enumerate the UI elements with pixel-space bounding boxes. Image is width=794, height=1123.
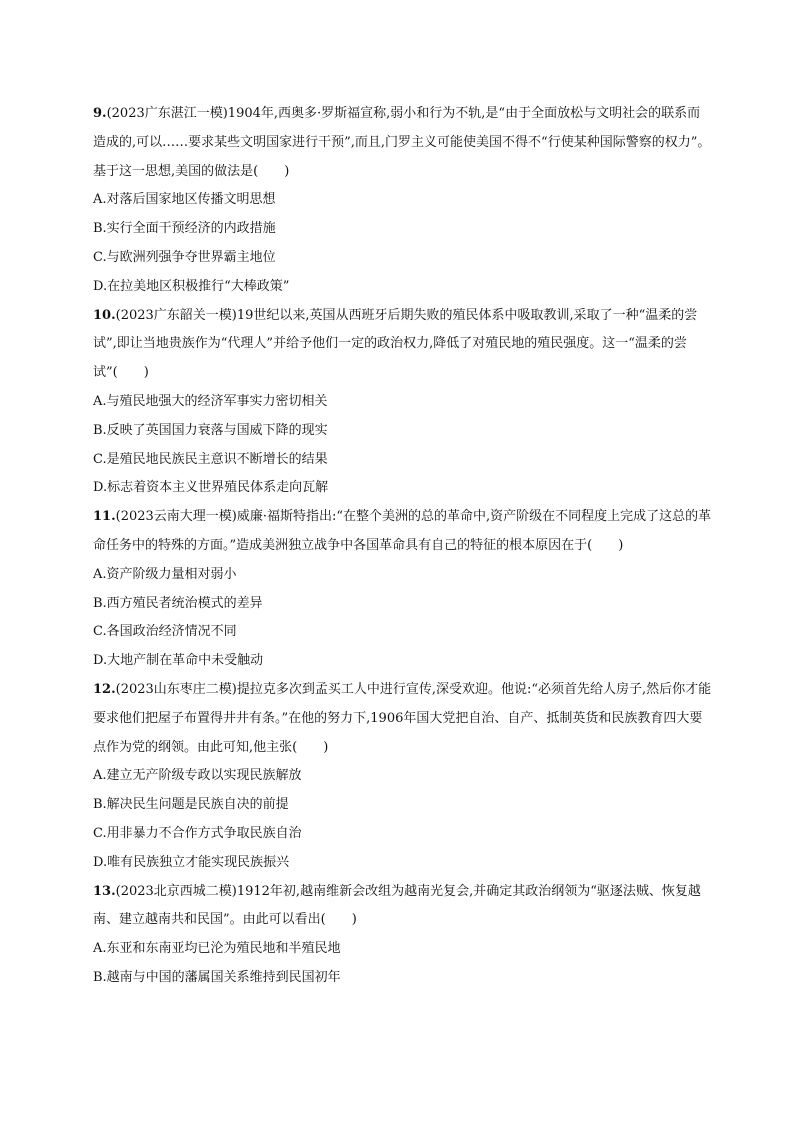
option-d: D.唯有民族独立才能实现民族振兴 — [93, 854, 290, 870]
option-a: A.东亚和东南亚均已沦为殖民地和半殖民地 — [93, 941, 341, 957]
option-b: B.西方殖民者统治模式的差异 — [93, 595, 263, 611]
option-a: A.对落后国家地区传播文明思想 — [93, 192, 276, 208]
question-13 — [93, 878, 713, 993]
question-10 — [93, 302, 713, 504]
option-c: C.是殖民地民族民主意识不断增长的结果 — [93, 451, 328, 467]
option-b: B.实行全面干预经济的内政措施 — [93, 221, 276, 237]
option-c: C.用非暴力不合作方式争取民族自治 — [93, 825, 302, 841]
question-stem: 11.(2023云南大理一模)威廉·福斯特指出:“在整个美洲的总的革命中,资产阶级在不同程度上完成了这总的革命任务中的特殊的方面。”造成美洲独立战争中各国革命具有自己的特征的根本原因在于( ) — [93, 509, 712, 553]
option-c: C.各国政治经济情况不同 — [93, 624, 237, 640]
question-number: 11. — [93, 509, 116, 525]
question-number: 13. — [93, 883, 116, 899]
option-a: A.建立无产阶级专政以实现民族解放 — [93, 768, 302, 784]
option-b: B.越南与中国的藩属国关系维持到民国初年 — [93, 969, 341, 985]
question-9 — [93, 100, 713, 302]
option-b: B.解决民生问题是民族自决的前提 — [93, 797, 289, 813]
option-d: D.标志着资本主义世界殖民体系走向瓦解 — [93, 480, 329, 496]
question-number: 12. — [93, 681, 116, 697]
question-11 — [93, 503, 713, 676]
option-a: A.与殖民地强大的经济军事实力密切相关 — [93, 393, 328, 409]
question-stem: 12.(2023山东枣庄二模)提拉克多次到孟买工人中进行宣传,深受欢迎。他说:“必须首先给人房子,然后你才能要求他们把屋子布置得井井有条。”在他的努力下,1906年国大党把自治、自产、抵制英货和民族教育四大要点作为党的纲领。由此可知,他主张( ) — [93, 681, 712, 755]
option-b: B.反映了英国国力衰落与国威下降的现实 — [93, 422, 328, 438]
option-c: C.与欧洲列强争夺世界霸主地位 — [93, 249, 276, 265]
option-a: A.资产阶级力量相对弱小 — [93, 566, 237, 582]
question-stem: 13.(2023北京西城二模)1912年初,越南维新会改组为越南光复会,并确定其政治纲领为“驱逐法贼、恢复越南、建立越南共和民国”。由此可以看出( ) — [93, 883, 701, 928]
option-d: D.在拉美地区积极推行“大棒政策” — [93, 278, 290, 294]
option-d: D.大地产制在革命中未受触动 — [93, 653, 264, 669]
question-12 — [93, 676, 713, 878]
question-stem: 10.(2023广东韶关一模)19世纪以来,英国从西班牙后期失败的殖民体系中吸取教训,采取了一种“温柔的尝试”,即让当地贵族作为“代理人”并给予他们一定的政治权力,降低了对殖民地的殖民强度。这一“温柔的尝试”( ) — [93, 307, 698, 381]
question-number: 10. — [93, 307, 116, 323]
question-stem: 9.(2023广东湛江一模)1904年,西奥多·罗斯福宣称,弱小和行为不轨,是“由于全面放松与文明社会的联系而造成的,可以……要求某些文明国家进行干预”,而且,门罗主义可能使美国不得不“行使某种国际警察的权力”。基于这一思想,美国的做法是( ) — [93, 106, 711, 179]
question-list — [93, 100, 713, 993]
question-number: 9. — [93, 106, 107, 121]
